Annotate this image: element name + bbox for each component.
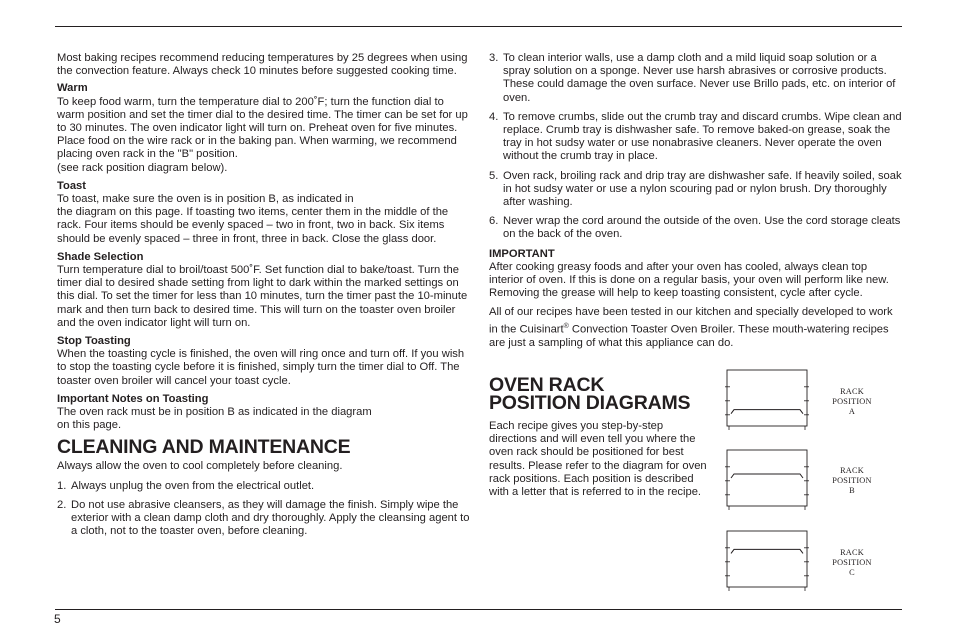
left-column xyxy=(57,52,472,539)
page-number: 5 xyxy=(54,612,61,626)
rack-label-line1: RACK xyxy=(840,466,864,475)
list-item xyxy=(489,170,904,210)
step-number: 5. xyxy=(489,169,499,182)
step-text: Oven rack, broiling rack and drip tray are dishwasher safe. If heavily soiled, soak in hot sudsy water or use a nylon scouring pad or nylon brush. Dry thoroughly after washing. xyxy=(503,169,902,209)
rack-label-line2: POSITION xyxy=(832,557,872,567)
oven-heading-line2: POSITION DIAGRAMS xyxy=(489,392,691,414)
important-heading: IMPORTANT xyxy=(489,247,555,260)
oven-text: Each recipe gives you step-by-step directions and will even tell you where the oven rack should be positioned for best results. Please refer to the diagram for oven rack positions. Each position is described with a letter that is referred to in the recipe. xyxy=(489,420,707,499)
oven-outline xyxy=(727,531,807,587)
list-item xyxy=(57,499,472,539)
recipes-post: Convection Toaster Oven Broiler. These mouth-watering recipes are just a sampling of what this appliance can do. xyxy=(489,323,889,349)
step-number: 6. xyxy=(489,215,499,228)
shade-text: Turn temperature dial to broil/toast 500˚F. Set function dial to bake/toast. Turn the timer dial to desired shade setting from light to dark within the marked settings on this dial. To set the timer for less than 10 minutes, turn the timer past the 10-minute mark and then turn back to desired time. This will turn on the toaster oven broiler and the oven indicator light will turn on. xyxy=(57,264,468,329)
notes-line2: on this page. xyxy=(57,419,122,432)
rack-label-line2: POSITION xyxy=(832,475,872,485)
toast-heading: Toast xyxy=(57,179,87,192)
oven-rack xyxy=(731,474,803,478)
oven-diagram-b-svg xyxy=(722,448,812,512)
step-number: 1. xyxy=(57,479,67,492)
oven-rack-section xyxy=(489,376,709,499)
step-number: 2. xyxy=(57,498,67,511)
cleaning-heading: CLEANING AND MAINTENANCE xyxy=(57,436,351,459)
list-item xyxy=(489,215,904,241)
notes-heading: Important Notes on Toasting xyxy=(57,392,209,405)
rack-label-line2: POSITION xyxy=(832,396,872,406)
warm-note: (see rack position diagram below). xyxy=(57,161,228,174)
cleaning-intro: Always allow the oven to cool completely before cleaning. xyxy=(57,460,343,473)
rack-label-letter: B xyxy=(849,485,855,495)
step-text: To clean interior walls, use a damp cloth and a mild liquid soap solution or a spray solution on a sponge. Never use harsh abrasives or corrosive products. These could damage the oven surface. Never use Brillo pads, etc. on interior of oven. xyxy=(503,52,896,104)
step-text: Do not use abrasive cleansers, as they will damage the finish. Simply wipe the exterior with a clean damp cloth and dry thoroughly. Apply the cleansing agent to a cloth, not to the toaster oven, before cleaning. xyxy=(71,498,470,538)
rack-label-line1: RACK xyxy=(840,548,864,557)
rack-label-c xyxy=(822,548,882,577)
step-number: 3. xyxy=(489,52,499,64)
rack-diagram-a xyxy=(722,368,812,432)
list-item xyxy=(489,52,904,105)
recipes-pre: All of our recipes have been tested in our kitchen and specially developed to work in the Cuisinart xyxy=(489,306,893,336)
top-rule xyxy=(55,26,902,27)
cleaning-steps-right xyxy=(489,52,904,242)
bottom-rule xyxy=(55,609,902,610)
rack-label-b xyxy=(822,466,882,495)
rack-label-letter: A xyxy=(848,406,856,416)
important-text: After cooking greasy foods and after your oven has cooled, always clean top interior of oven. If this is done on a regular basis, your oven will perform like new. Removing the grease will help to keep toasting consistent, cycle after cycle. xyxy=(489,260,889,300)
oven-rack xyxy=(731,410,803,414)
cleaning-steps-left xyxy=(57,480,472,539)
rack-diagram-c xyxy=(722,529,812,593)
rack-label-a xyxy=(822,387,882,416)
toast-text: the diagram on this page. If toasting two items, center them in the middle of the rack. Four items should be evenly spaced – two in front, two in back. Six items should be evenly spaced – three in front, three in back. Close the glass door. xyxy=(57,206,449,245)
step-text: Always unplug the oven from the electrical outlet. xyxy=(71,479,315,492)
oven-diagram-a-svg xyxy=(722,368,812,432)
oven-outline xyxy=(727,370,807,426)
step-number: 4. xyxy=(489,110,499,123)
step-text: Never wrap the cord around the outside of the oven. Use the cord storage cleats on the back of the oven. xyxy=(503,215,901,241)
notes-line1: The oven rack must be in position B as indicated in the diagram xyxy=(57,406,372,419)
list-item xyxy=(57,480,472,493)
right-column xyxy=(489,52,904,350)
warm-heading: Warm xyxy=(57,82,88,95)
oven-diagram-c-svg xyxy=(722,529,812,593)
rack-label-letter: C xyxy=(849,567,855,577)
stop-text: When the toasting cycle is finished, the oven will ring once and turn off. If you wish to stop the toasting cycle before it is finished, simply turn the timer dial to Off. The toaster oven broiler will cancel your toast cycle. xyxy=(57,348,465,387)
toast-line1: To toast, make sure the oven is in position B, as indicated in xyxy=(57,193,354,206)
oven-rack xyxy=(731,549,803,553)
rack-label-line1: RACK xyxy=(840,387,864,396)
rack-diagram-b xyxy=(722,448,812,512)
stop-heading: Stop Toasting xyxy=(57,335,131,348)
registered-mark: ® xyxy=(563,322,569,330)
oven-heading-line1: OVEN RACK xyxy=(489,374,605,396)
recipes-text xyxy=(489,306,904,349)
shade-heading: Shade Selection xyxy=(57,250,144,263)
convection-intro: Most baking recipes recommend reducing temperatures by 25 degrees when using the convection feature. Always check 10 minutes before suggested cooking time. xyxy=(57,52,468,78)
step-text: To remove crumbs, slide out the crumb tray and discard crumbs. Wipe clean and replace. Crumb tray is dishwasher safe. To remove baked-on grease, soak the tray in hot sudsy water or use nonabrasive cleaners. Never operate the oven without the crumb tray in place. xyxy=(503,110,902,163)
oven-outline xyxy=(727,450,807,506)
list-item xyxy=(489,111,904,164)
warm-text: To keep food warm, turn the temperature dial to 200˚F; turn the function dial to warm position and set the timer dial to the desired time. The timer can be set for up to 30 minutes. The oven indicator light will turn on. Preheat oven for five minutes. Place food on the wire rack or in the baking pan. When warming, we recommend placing oven rack in the "B" position. xyxy=(57,95,468,161)
